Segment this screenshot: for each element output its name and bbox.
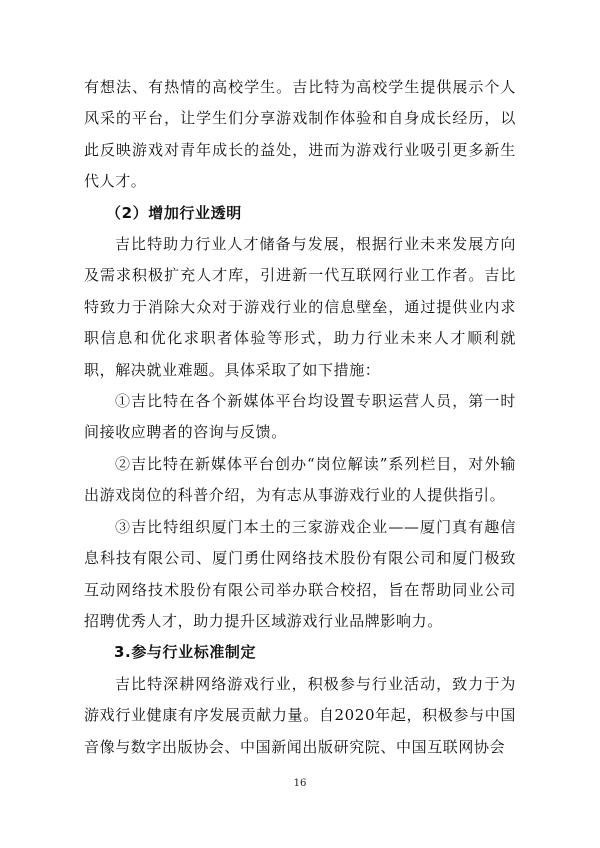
paragraph-standards: 吉比特深耕网络游戏行业，积极参与行业活动，致力于为游戏行业健康有序发展贡献力量。自2020年起，积极参与中国音像与数字出版协会、中国新闻出版研究院、中国互联网协会: [84, 674, 516, 756]
measure-item-3: ③吉比特组织厦门本土的三家游戏企业——厦门真有趣信息科技有限公司、厦门勇仕网络技术股份有限公司和厦门极致互动网络技术股份有限公司举办联合校招，旨在帮助同业公司招聘优秀人才，助力提升区域游戏行业品牌影响力。: [84, 517, 516, 630]
paragraph-continuation: 有想法、有热情的高校学生。吉比特为高校学生提供展示个人风采的平台，让学生们分享游戏制作体验和自身成长经历，以此反映游戏对青年成长的益处，进而为游戏行业吸引更多新生代人才。: [84, 78, 516, 191]
paragraph-talent-development: 吉比特助力行业人才储备与发展，根据行业未来发展方向及需求积极扩充人才库，引进新一代互联网行业工作者。吉比特致力于消除大众对于游戏行业的信息壁垒，通过提供业内求职信息和优化求职者体验等形式，助力行业未来人才顺利就职，解决就业难题。具体采取了如下措施：: [84, 235, 516, 379]
section-heading-standards: 3.参与行业标准制定: [114, 643, 257, 662]
measure-item-2: ②吉比特在新媒体平台创办“岗位解读”系列栏目，对外输出游戏岗位的科普介绍，为有志从事游戏行业的人提供指引。: [84, 454, 516, 505]
page-body: [84, 72, 516, 763]
page-number: 16: [293, 778, 307, 789]
subheading-industry-transparency: （2）增加行业透明: [106, 203, 242, 222]
measure-item-1: ①吉比特在各个新媒体平台均设置专职运营人员，第一时间接收应聘者的咨询与反馈。: [84, 392, 516, 442]
